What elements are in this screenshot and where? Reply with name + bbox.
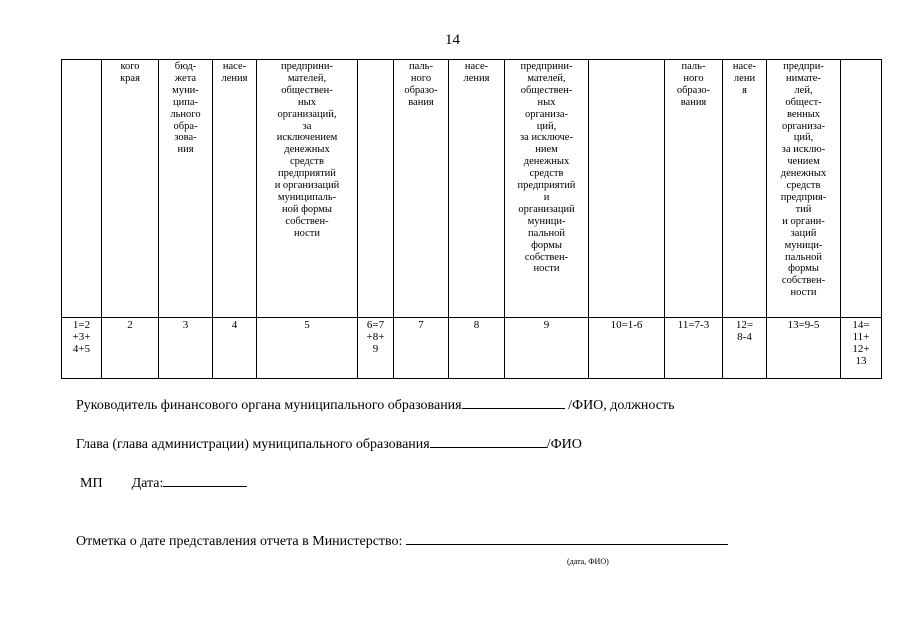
table-header-cell: насе- ления xyxy=(213,60,257,318)
table-header-cell: паль- ного образо- вания xyxy=(665,60,723,318)
finance-head-label: Руководитель финансового органа муниципального образования xyxy=(76,398,462,413)
column-number-cell: 7 xyxy=(394,318,449,379)
finance-head-signature-line xyxy=(76,398,674,414)
page-number: 14 xyxy=(445,32,460,48)
head-label: Глава (глава администрации) муниципального образования xyxy=(76,437,430,452)
table-header-cell xyxy=(841,60,882,318)
column-number-cell: 10=1-6 xyxy=(589,318,665,379)
column-number-cell: 2 xyxy=(102,318,159,379)
table-header-cell xyxy=(589,60,665,318)
table-header-row xyxy=(62,60,882,318)
table-header-cell: предпри- нимате- лей, общест- венных организа- ций, за исклю- чением денежных средств предприя- тий и органи- заций муници- пальной формы собствен- ности xyxy=(767,60,841,318)
finance-head-signature-blank xyxy=(462,408,565,409)
finance-head-suffix: /ФИО, должность xyxy=(568,398,675,413)
table-header-cell: паль- ного образо- вания xyxy=(394,60,449,318)
column-number-cell: 6=7 +8+ 9 xyxy=(358,318,394,379)
column-number-cell: 11=7-3 xyxy=(665,318,723,379)
column-number-cell: 8 xyxy=(449,318,505,379)
report-table xyxy=(61,59,882,379)
column-number-cell: 13=9-5 xyxy=(767,318,841,379)
submission-label: Отметка о дате представления отчета в Министерство: xyxy=(76,534,403,549)
column-number-cell: 14= 11+ 12+ 13 xyxy=(841,318,882,379)
column-number-cell: 1=2 +3+ 4+5 xyxy=(62,318,102,379)
stamp-date-line xyxy=(80,476,247,492)
stamp-label: МП xyxy=(80,476,103,491)
head-signature-blank xyxy=(430,447,547,448)
head-signature-line xyxy=(76,437,582,453)
submission-note: (дата, ФИО) xyxy=(567,557,609,566)
date-blank xyxy=(163,486,247,487)
head-suffix: /ФИО xyxy=(546,437,582,452)
table-header-cell: насе- ления xyxy=(449,60,505,318)
column-number-cell: 5 xyxy=(257,318,358,379)
table-header-cell: предприни- мателей, обществен- ных организа- ций, за исключе- нием денежных средств предприятий и организаций муници- пальной формы собствен- ности xyxy=(505,60,589,318)
table-numbering-row xyxy=(62,318,882,379)
table-header-cell xyxy=(358,60,394,318)
submission-line xyxy=(76,534,728,550)
table-header-cell: предприни- мателей, обществен- ных организаций, за исключением денежных средств предприятий и организаций муниципаль- ной формы собствен- ности xyxy=(257,60,358,318)
column-number-cell: 4 xyxy=(213,318,257,379)
submission-blank xyxy=(406,544,728,545)
table-header-cell: кого края xyxy=(102,60,159,318)
column-number-cell: 3 xyxy=(159,318,213,379)
table-header-cell xyxy=(62,60,102,318)
table-header-cell: бюд- жета муни- ципа- льного обра- зова- ния xyxy=(159,60,213,318)
column-number-cell: 12= 8-4 xyxy=(723,318,767,379)
table-header-cell: насе- лени я xyxy=(723,60,767,318)
date-label: Дата: xyxy=(131,476,164,491)
column-number-cell: 9 xyxy=(505,318,589,379)
